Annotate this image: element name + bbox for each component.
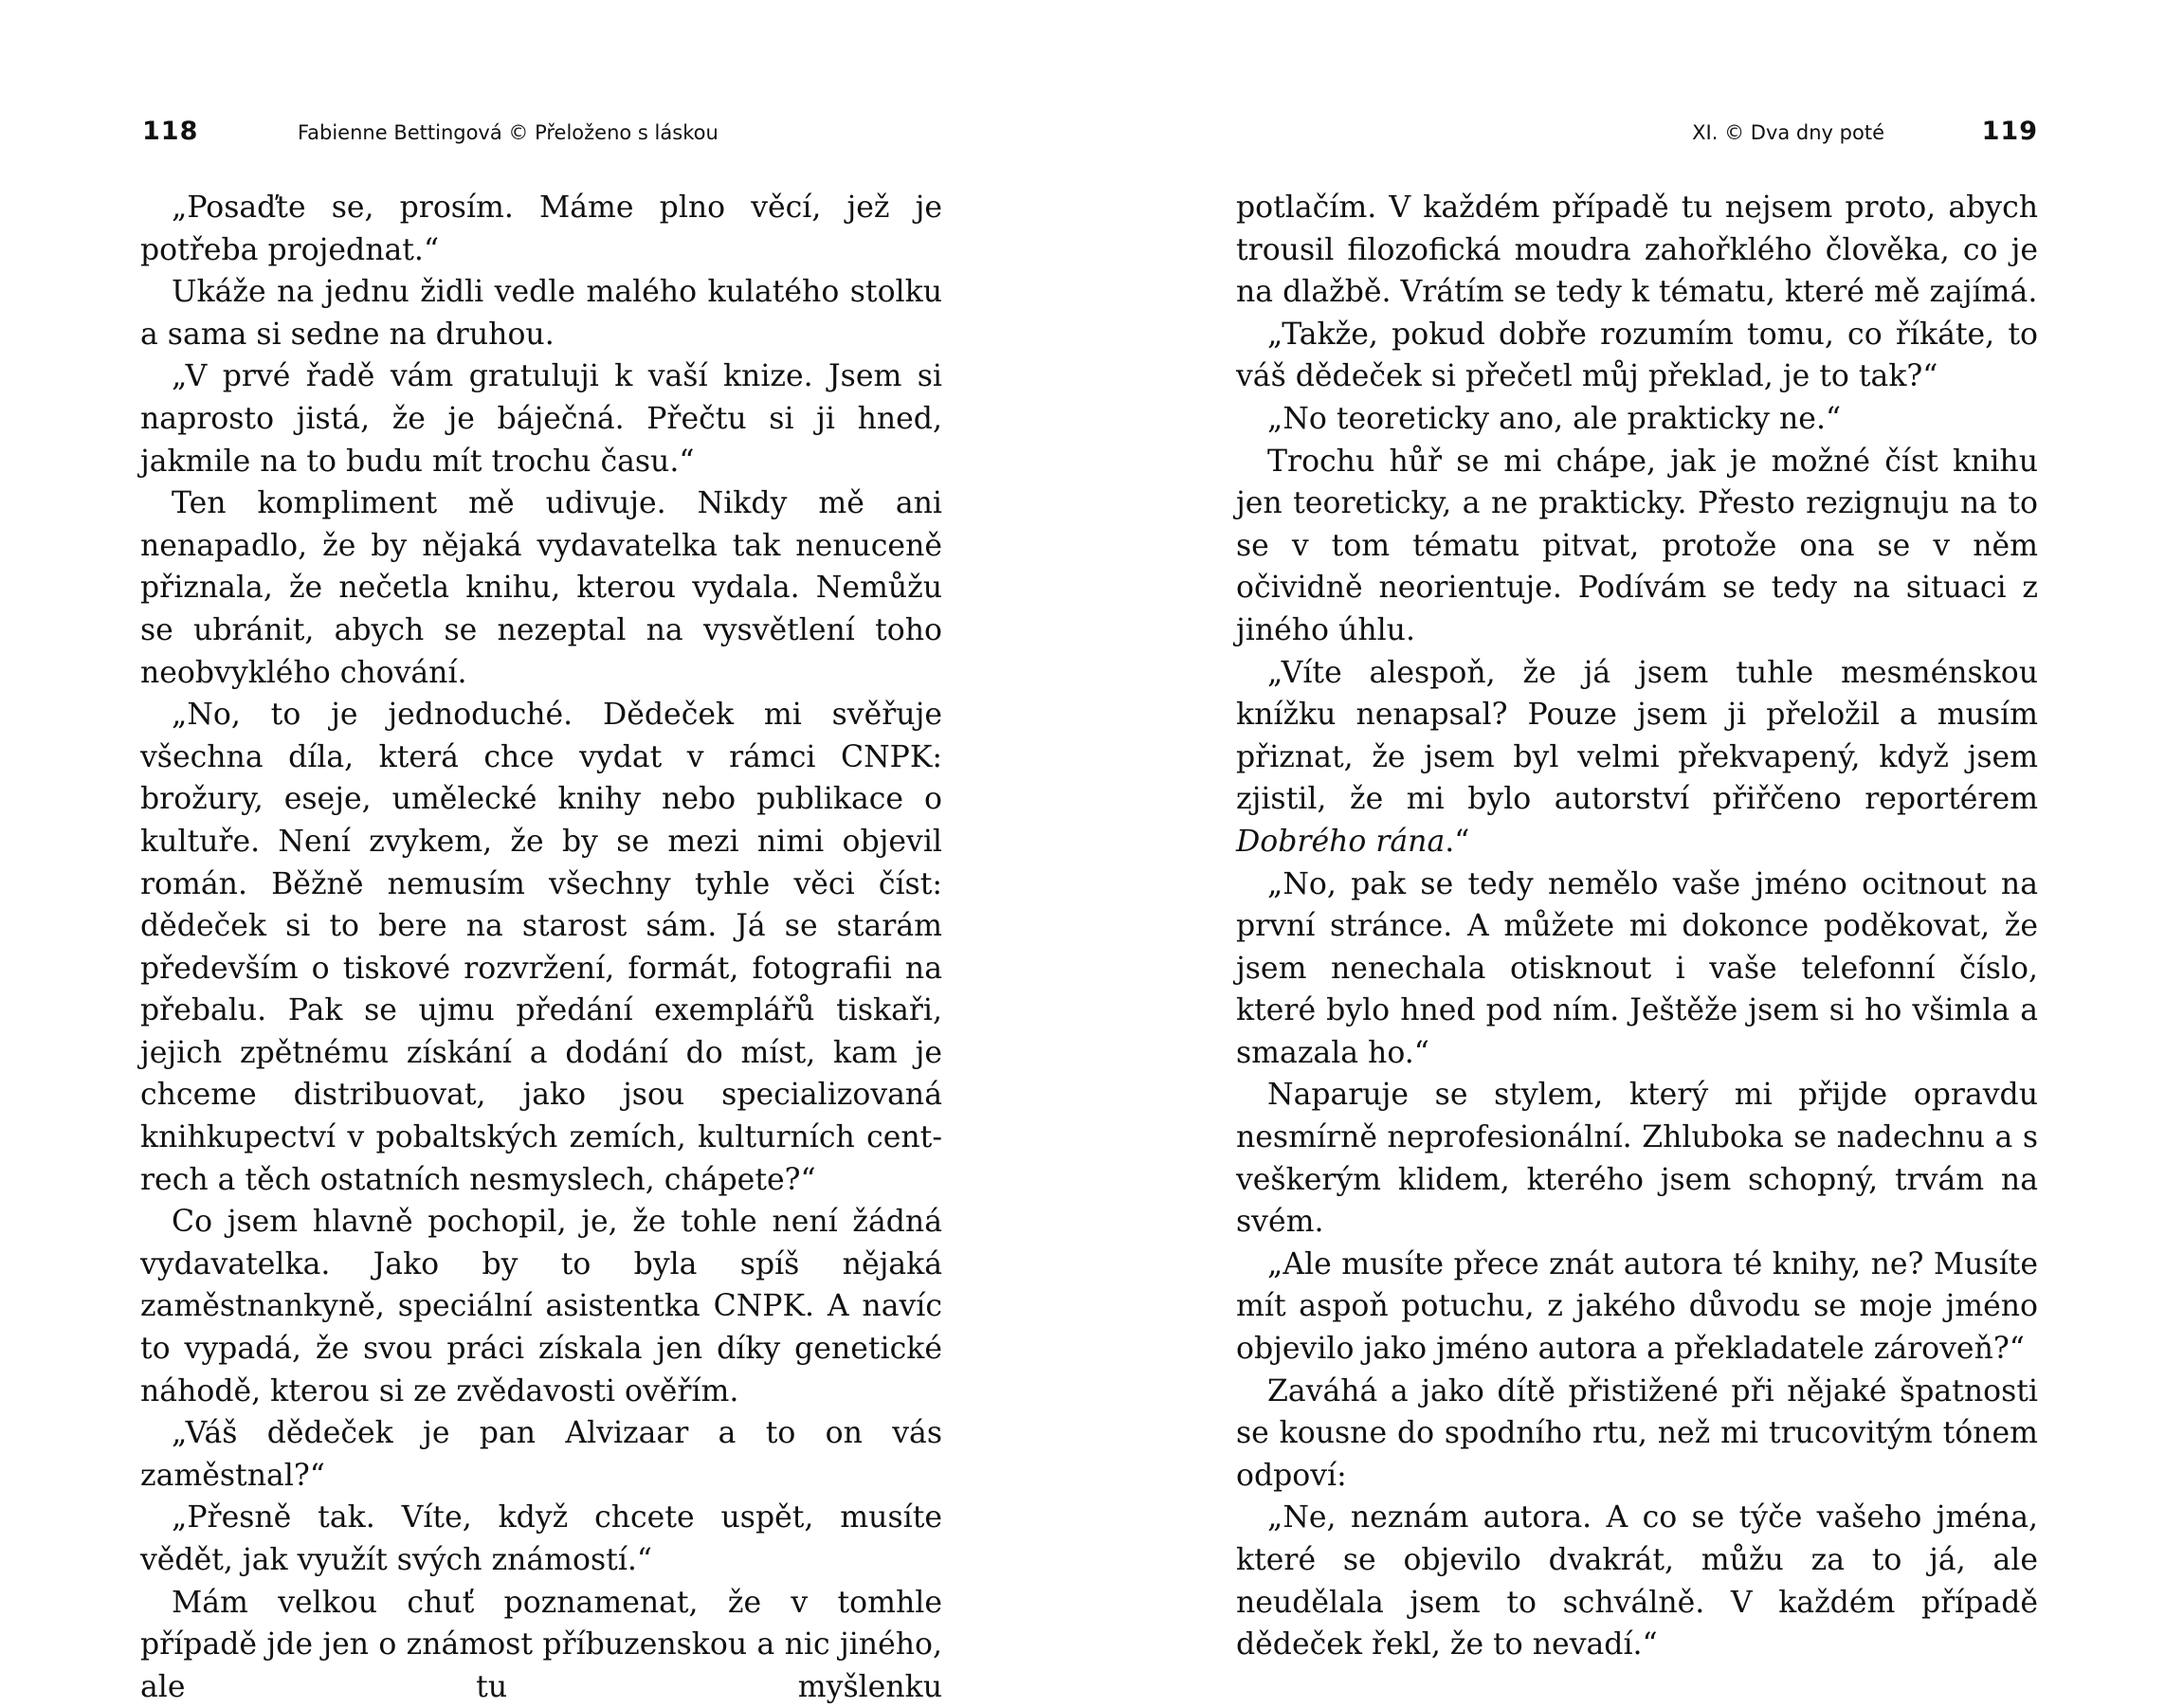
paragraph: Ten kompliment mě udivuje. Nikdy mě ani nenapadlo, že by nějaká vydavatelka tak nenuceně přiznala, že nečetla knihu, kterou vydala. Nemůžu se ubránit, abych se nezeptal na vysvětlení toho neobvyklého chování. [140, 486, 942, 690]
paragraph: „Váš dědeček je pan Alvizaar a to on vás zaměstnal?“ [140, 1416, 942, 1493]
paragraph [1236, 652, 2038, 863]
paragraph: Zaváhá a jako dítě přistižené při nějaké špatnosti se kousne do spodního rtu, než mi trucovitým tónem odpoví: [1236, 1373, 2038, 1493]
paragraph: „Posaďte se, prosím. Máme plno věcí, jež je potřeba projednat.“ [140, 191, 942, 267]
paragraph: „Takže, pokud dobře rozumím tomu, co říkáte, to váš dědeček si přečetl můj překlad, je to tak?“ [1236, 317, 2038, 394]
running-head-title: Fabienne Bettingová © Přeloženo s láskou [298, 121, 719, 144]
paragraph: „No teoreticky ano, ale prakticky ne.“ [1267, 401, 1842, 436]
paragraph: „Ale musíte přece znát autora té knihy, ne? Musíte mít aspoň potuchu, z jakého důvodu se moje jméno objevilo jako jméno autora a překladatele zároveň?“ [1236, 1246, 2038, 1367]
paragraph: Mám velkou chuť poznamenat, že v tomhle případě jde jen o známost příbuzenskou a nic jiného, ale tu myšlenku [140, 1585, 942, 1704]
paragraph: Ukáže na jednu židli vedle malého kulatého stolku a sama si sedne na druhou. [140, 275, 942, 352]
right-running-head [1236, 117, 2038, 154]
paragraph: Trochu hůř se mi chápe, jak je možné číst knihu jen teoreticky, a ne prakticky. Přesto rezignuju na to se v tom tématu pitvat, protože ona se v něm očividně neorientuje. Podívám se tedy na situaci z jiného úhlu. [1236, 444, 2038, 647]
left-running-head [140, 117, 942, 154]
paragraph: „Ne, neznám autora. A co se týče vašeho jména, které se objevilo dvakrát, můžu za to já, ale neudělala jsem to schválně. V každém případě dědeček řekl, že to nevadí.“ [1236, 1500, 2038, 1663]
paragraph: potlačím. V každém případě tu nejsem proto, abych trousil filozofická moudra zahořklého člověka, co je na dlažbě. Vrátím se tedy k tématu, které mě zajímá. [1236, 191, 2038, 310]
paragraph: „No, pak se tedy nemělo vaše jméno ocitnout na první stránce. A můžete mi dokonce poděkovat, že jsem nenechala otisknout i vaše telefonní číslo, které bylo hned pod ním. Ještěže jsem si ho všimla a smazala ho.“ [1236, 866, 2038, 1070]
paragraph: „No, to je jednoduché. Dědeček mi svěřuje všechna díla, která chce vydat v rámci CNPK: brožury, eseje, umělecké knihy nebo publikace o kultuře. Není zvykem, že by se mezi nimi objevil román. Běžně nemusím všechny tyhle věci číst: dědeček si to bere na starost sám. Já se starám především o tiskové rozvržení, formát, fotografii na přebalu. Pak se ujmu předání exemplářů tiskaři, jejich zpětnému získání a dodání do míst, kam je chceme distribuovat, jako jsou specializovaná knihkupectví v pobaltských zemích, kulturních centrech a těch ostatních nesmyslech, chápete?“ [140, 698, 942, 1197]
running-head-title: XI. © Dva dny poté [1692, 121, 1884, 144]
paragraph-text: „Víte alespoň, že já jsem tuhle mesménskou knížku nenapsal? Pouze jsem ji přeložil a musím přiznat, že jsem byl velmi překvapený, když jsem zjistil, že mi bylo autorství přiřčeno reportérem [1236, 655, 2038, 817]
right-page [1236, 0, 2038, 1663]
paragraph: Co jsem hlavně pochopil, je, že tohle není žádná vydavatelka. Jako by to byla spíš nějaká zaměstnankyně, speciální asistentka CNPK. A navíc to vypadá, že svou práci získala jen díky genetické náhodě, kterou si ze zvědavosti ověřím. [140, 1205, 942, 1408]
left-page [140, 0, 942, 1704]
left-body-text [140, 187, 942, 1708]
paragraph: Naparuje se stylem, který mi přijde opravdu nesmírně neprofesionální. Zhluboka se nadechnu a s veškerým klidem, kterého jsem schopný, trvám na svém. [1236, 1078, 2038, 1240]
paragraph: „V prvé řadě vám gratuluji k vaší knize. Jsem si naprosto jistá, že je báječná. Přečtu si ji hned, jakmile na to budu mít trochu času.“ [140, 359, 942, 479]
italic-title: Dobrého rána [1236, 824, 1446, 859]
page-number: 119 [1981, 117, 2038, 146]
page-number: 118 [142, 117, 199, 146]
paragraph-text: .“ [1445, 824, 1470, 859]
right-body-text [1236, 187, 2038, 1666]
paragraph: „Přesně tak. Víte, když chcete uspět, musíte vědět, jak využít svých známostí.“ [140, 1500, 942, 1577]
